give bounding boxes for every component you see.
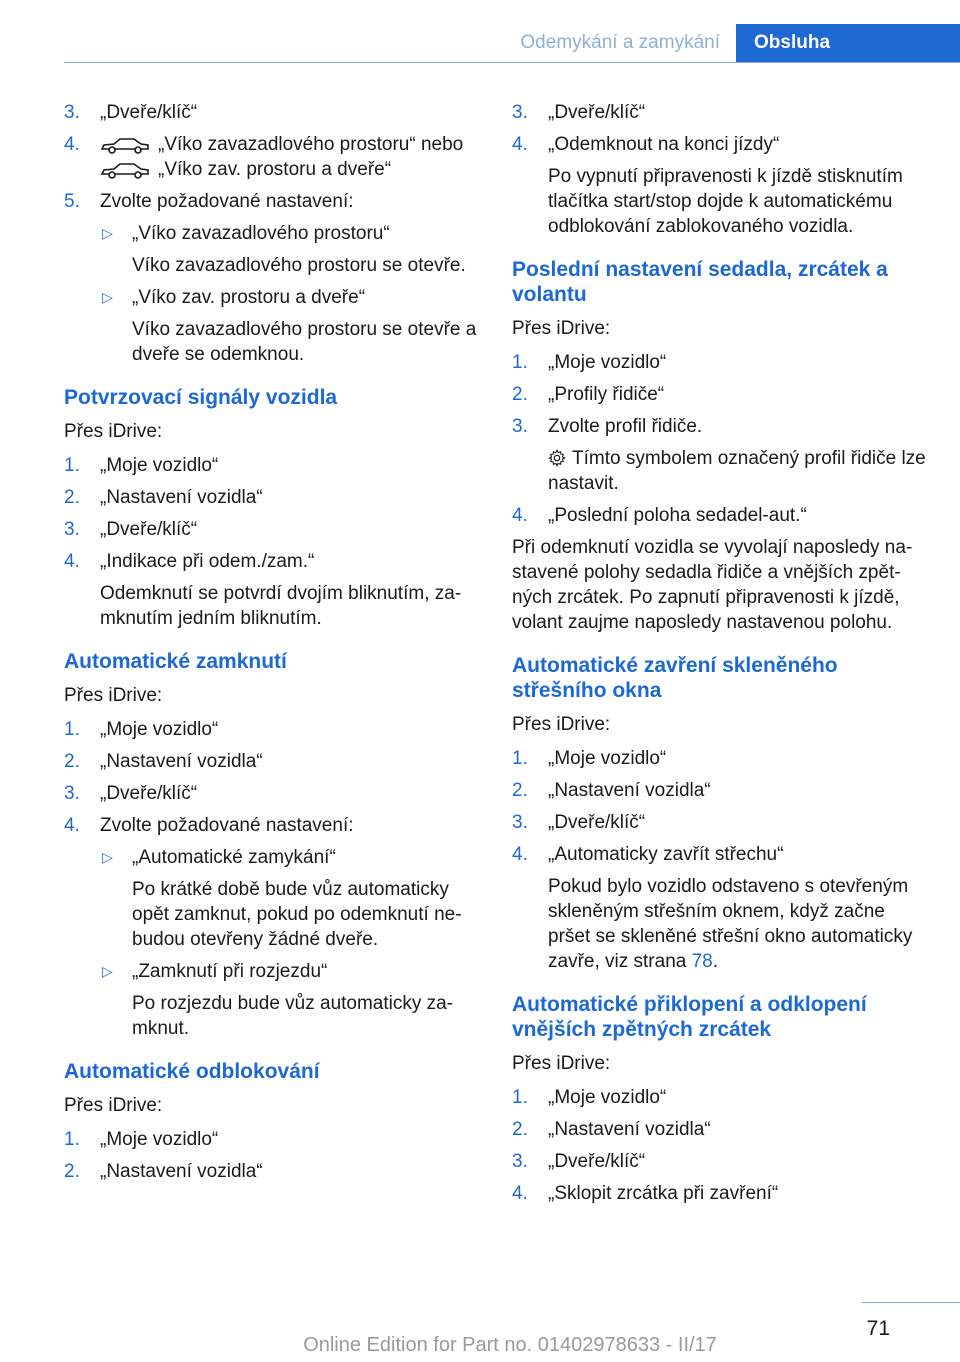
intro-text: Přes iDrive: — [512, 1053, 611, 1074]
sub-desc: Po krátké době bude vůz automaticky opět zamknut, pokud po odemknutí nebudou otevřeny žádné dveře. — [132, 879, 462, 950]
list-item — [512, 746, 928, 771]
list-item — [512, 132, 928, 239]
intro-text: Přes iDrive: — [512, 714, 611, 735]
item-number: 4. — [64, 815, 80, 836]
footer-divider — [862, 1302, 960, 1303]
right-column — [512, 100, 928, 1213]
list-item — [64, 189, 480, 214]
page-link[interactable]: 78 — [691, 951, 713, 972]
section-heading: Automatické přiklopení a odklopení vnějších zpětných zrcátek — [512, 993, 867, 1041]
section-heading: Potvrzovací signály vozidla — [64, 386, 338, 409]
section-heading: Automatické zavření skleněného střešního okna — [512, 654, 838, 702]
list-item — [512, 503, 928, 528]
item-text: „Moje vozidlo“ — [100, 455, 219, 476]
list-item — [64, 717, 480, 742]
item-number: 2. — [64, 487, 80, 508]
item-text: „Dveře/klíč“ — [548, 102, 646, 123]
item-number: 3. — [64, 102, 80, 123]
list-item — [64, 1159, 480, 1184]
item-number: 3. — [512, 812, 528, 833]
intro-text: Přes iDrive: — [64, 421, 163, 442]
paragraph: Při odemknutí vozidla se vyvolají naposledy nastavené polohy sedadla řidiče a vnějších zpětných zrcátek. Po zapnutí připravenosti k jízdě, volant zaujme naposledy nastavenou polohu. — [512, 537, 913, 633]
item-desc-text: Tímto symbolem označený profil řidiče lze nastavit. — [548, 448, 926, 494]
list-item — [64, 453, 480, 478]
item-text: „Indikace při odem./zam.“ — [100, 551, 315, 572]
edition-text: Online Edition for Part no. 01402978633 - II/17 — [303, 1334, 717, 1356]
section-title: Odemykání a zamykání — [520, 32, 720, 53]
list-item — [512, 350, 928, 375]
left-column — [64, 100, 480, 1191]
triangle-bullet-icon: ▷ — [102, 289, 113, 305]
sub-title: „Víko zavazadlového prostoru“ — [132, 223, 390, 244]
item-number: 4. — [512, 1183, 528, 1204]
section-heading: Automatické zamknutí — [64, 650, 287, 673]
list-item — [64, 132, 480, 182]
item-number: 4. — [64, 134, 80, 155]
item-text: „Sklopit zrcátka při zavření“ — [548, 1183, 779, 1204]
sub-item — [64, 959, 480, 1041]
item-text: „Moje vozidlo“ — [100, 719, 219, 740]
item-text: „Moje vozidlo“ — [548, 1087, 667, 1108]
list-item — [64, 549, 480, 631]
item-text: „Automaticky zavřít střechu“ — [548, 844, 784, 865]
list-item — [64, 749, 480, 774]
item-text: „Moje vozidlo“ — [548, 748, 667, 769]
item-number: 3. — [64, 519, 80, 540]
section-heading: Automatické odblokování — [64, 1060, 320, 1083]
item-text: „Nastavení vozidla“ — [100, 487, 263, 508]
item-text: Zvolte požadované nastavení: — [100, 191, 354, 212]
sub-item — [64, 221, 480, 278]
item-number: 4. — [512, 844, 528, 865]
list-item — [512, 1085, 928, 1110]
list-item — [64, 100, 480, 125]
car-trunk-icon — [100, 135, 150, 155]
item-number: 3. — [512, 102, 528, 123]
sub-title: „Automatické zamykání“ — [132, 847, 336, 868]
gear-icon — [548, 449, 566, 467]
list-item — [64, 517, 480, 542]
item-text: „Dveře/klíč“ — [548, 812, 646, 833]
item-text: „Moje vozidlo“ — [100, 1129, 219, 1150]
item-number: 2. — [64, 1161, 80, 1182]
item-number: 1. — [512, 748, 528, 769]
list-item — [64, 1127, 480, 1152]
item-text: Zvolte profil řidiče. — [548, 416, 703, 437]
triangle-bullet-icon: ▷ — [102, 225, 113, 241]
edition-footer — [0, 1333, 960, 1358]
item-text: „Nastavení vozidla“ — [100, 1161, 263, 1182]
sub-desc: Víko zavazadlového prostoru se otevře. — [132, 255, 466, 276]
item-desc-text: Pokud bylo vozidlo odstaveno s otevřeným skleněným střešním oknem, když začne pršet se skleněné střešní okno automaticky zavře, viz strana — [548, 876, 913, 972]
item-number: 1. — [64, 1129, 80, 1150]
list-item — [512, 842, 928, 974]
list-item — [512, 778, 928, 803]
item-number: 2. — [512, 1119, 528, 1140]
sub-item — [64, 285, 480, 367]
sub-item — [64, 845, 480, 952]
item-number: 4. — [64, 551, 80, 572]
item-text: „Nastavení vozidla“ — [100, 751, 263, 772]
sub-title: „Zamknutí při rozjezdu“ — [132, 961, 328, 982]
item-text: „Dveře/klíč“ — [548, 1151, 646, 1172]
triangle-bullet-icon: ▷ — [102, 849, 113, 865]
intro-text: Přes iDrive: — [64, 1095, 163, 1116]
item-number: 4. — [512, 134, 528, 155]
item-text: „Poslední poloha sedadel-aut.“ — [548, 505, 807, 526]
item-number: 3. — [64, 783, 80, 804]
item-text: „Profily řidiče“ — [548, 384, 665, 405]
sub-title: „Víko zav. prostoru a dveře“ — [132, 287, 366, 308]
section-heading: Poslední nastavení sedadla, zrcátek a volantu — [512, 258, 888, 306]
item-text: „Dveře/klíč“ — [100, 519, 198, 540]
item-number: 1. — [512, 1087, 528, 1108]
item-number: 2. — [512, 384, 528, 405]
item-desc: Odemknutí se potvrdí dvojím bliknutím, zamknutím jedním bliknutím. — [100, 583, 462, 629]
item-text: „Víko zav. prostoru a dveře“ — [158, 159, 392, 180]
item-desc — [548, 446, 928, 496]
list-item — [512, 100, 928, 125]
item-desc: Po vypnutí připravenosti k jízdě stisknutím tlačítka start/stop dojde k automatickému odblokování zablokovaného vozidla. — [548, 166, 903, 237]
intro-text: Přes iDrive: — [512, 318, 611, 339]
list-item — [64, 485, 480, 510]
item-number: 4. — [512, 505, 528, 526]
list-item — [512, 1181, 928, 1206]
item-number: 1. — [512, 352, 528, 373]
item-number: 5. — [64, 191, 80, 212]
list-item — [512, 382, 928, 407]
list-item — [64, 781, 480, 806]
list-item — [512, 1149, 928, 1174]
item-text: „Nastavení vozidla“ — [548, 1119, 711, 1140]
item-number: 1. — [64, 719, 80, 740]
list-item — [512, 810, 928, 835]
item-desc-tail: . — [712, 951, 719, 972]
page-number: 71 — [866, 1317, 890, 1340]
item-text: „Odemknout na konci jízdy“ — [548, 134, 780, 155]
item-number: 3. — [512, 416, 528, 437]
item-text: „Moje vozidlo“ — [548, 352, 667, 373]
item-text: „Dveře/klíč“ — [100, 102, 198, 123]
chapter-tab: Obsluha — [736, 24, 960, 62]
item-text: „Nastavení vozidla“ — [548, 780, 711, 801]
list-item — [64, 813, 480, 838]
item-text: „Víko zavazadlového prostoru“ nebo — [158, 134, 464, 155]
item-number: 2. — [64, 751, 80, 772]
item-number: 1. — [64, 455, 80, 476]
page-header — [64, 24, 960, 63]
item-text: „Dveře/klíč“ — [100, 783, 198, 804]
item-text: Zvolte požadované nastavení: — [100, 815, 354, 836]
intro-text: Přes iDrive: — [64, 685, 163, 706]
sub-desc: Po rozjezdu bude vůz automaticky zamknut. — [132, 993, 454, 1039]
sub-desc: Víko zavazadlového prostoru se otevře a dveře se odemknou. — [132, 319, 477, 365]
item-number: 2. — [512, 780, 528, 801]
list-item — [512, 414, 928, 496]
item-number: 3. — [512, 1151, 528, 1172]
item-desc — [548, 874, 928, 974]
list-item — [512, 1117, 928, 1142]
car-trunk-doors-icon — [100, 160, 150, 180]
triangle-bullet-icon: ▷ — [102, 963, 113, 979]
